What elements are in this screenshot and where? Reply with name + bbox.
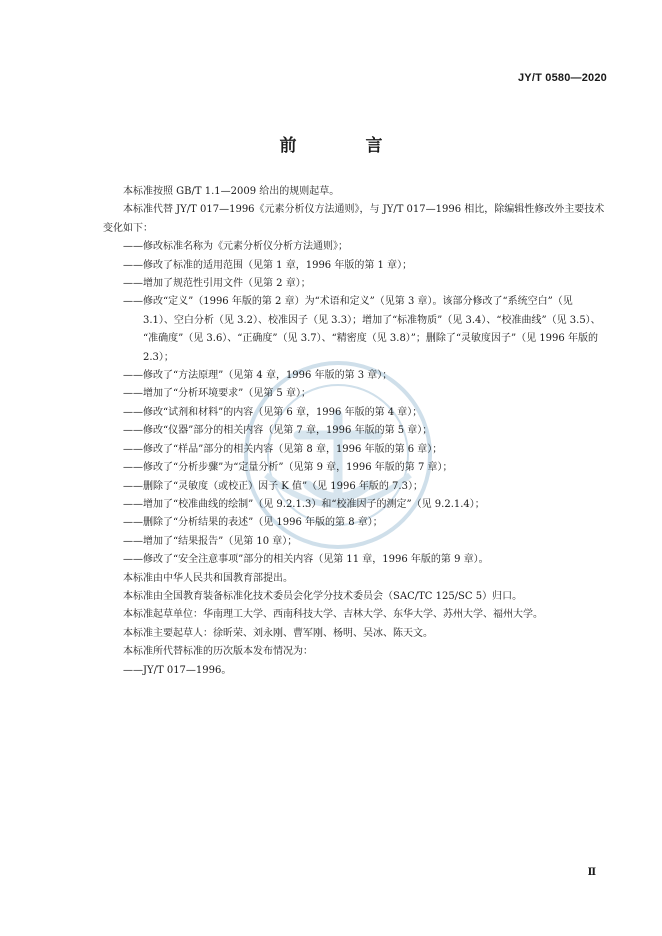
list-item: ——修改了“样品”部分的相关内容（见第 8 章，1996 年版的第 6 章）；	[123, 443, 443, 455]
list-item: ——修改了“方法原理”（见第 4 章，1996 年版的第 3 章）；	[123, 370, 393, 382]
list-item: ——修改标准名称为《元素分析仪分析方法通则》；	[123, 241, 348, 253]
paragraph-drafting-rules: 本标准按照 GB/T 1.1—2009 给出的规则起草。	[123, 186, 340, 197]
list-item-continuation: 2.3）；	[143, 351, 174, 363]
paragraph-committee: 本标准由全国教育装备标准化技术委员会化学分技术委员会（SAC/TC 125/SC 5）归口。	[123, 590, 523, 602]
list-item: ——修改了标准的适用范围（见第 1 章，1996 年版的第 1 章）；	[123, 259, 413, 271]
list-item: ——增加了规范性引用文件（见第 2 章）；	[123, 278, 311, 290]
page-title: 前 言	[279, 136, 409, 156]
paragraph-drafting-units: 本标准起草单位：华南理工大学、西南科技大学、吉林大学、东华大学、苏州大学、福州大学。	[123, 609, 543, 621]
list-item: ——增加了“校准曲线的绘制”（见 9.2.1.3）和“校准因子的测定”（见 9.2.1.4）；	[123, 498, 485, 510]
list-item-history: ——JY/T 017—1996。	[123, 664, 232, 676]
paragraph-history: 本标准所代替标准的历次版本发布情况为：	[123, 646, 313, 658]
list-item: ——修改“仪器”部分的相关内容（见第 7 章，1996 年版的第 5 章）；	[123, 425, 433, 437]
list-item: ——增加了“结果报告”（见第 10 章）；	[123, 535, 298, 547]
paragraph-proposer: 本标准由中华人民共和国教育部提出。	[123, 572, 293, 584]
list-item-continuation: “准确度”（见 3.6）、“正确度”（见 3.7）、“精密度（见 3.8）”；删除了“灵敏度因子”（见 1996 年版的	[143, 333, 598, 345]
paragraph-drafters: 本标准主要起草人：徐昕荣、刘永刚、曹军刚、杨明、吴冰、陈天文。	[123, 627, 433, 639]
list-item: ——删除了“分析结果的表述”（见 1996 年版的第 8 章）；	[123, 517, 383, 529]
standard-number: JY/T 0580—2020	[517, 72, 607, 84]
list-item: ——删除了“灵敏度（或校正）因子 K 值”（见 1996 年版的 7.3）；	[123, 480, 423, 492]
preface-body	[103, 183, 605, 680]
list-item: ——修改“定义”（1996 年版的第 2 章）为“术语和定义”（见第 3 章）。该部分修改了“系统空白”（见	[123, 296, 573, 308]
list-item: ——修改了“分析步骤”为“定量分析”（见第 9 章，1996 年版的第 7 章）；	[123, 462, 453, 474]
paragraph-replacement: 本标准代替 JY/T 017—1996《元素分析仪方法通则》，与 JY/T 017—1996 相比，除编辑性修改外主要技术变化如下：	[103, 204, 605, 234]
list-item: ——修改了“安全注意事项”部分的相关内容（见第 11 章，1996 年版的第 9 章）。	[123, 554, 489, 566]
list-item: ——修改“试剂和材料”的内容（见第 6 章，1996 年版的第 4 章）；	[123, 406, 423, 418]
list-item-continuation: 3.1）、空白分析（见 3.2）、校准因子（见 3.3）；增加了“标准物质”（见 3.4）、“校准曲线”（见 3.5）、	[143, 314, 601, 326]
list-item: ——增加了“分析环境要求”（见第 5 章）；	[123, 388, 311, 400]
page-number: Ⅱ	[587, 867, 596, 878]
